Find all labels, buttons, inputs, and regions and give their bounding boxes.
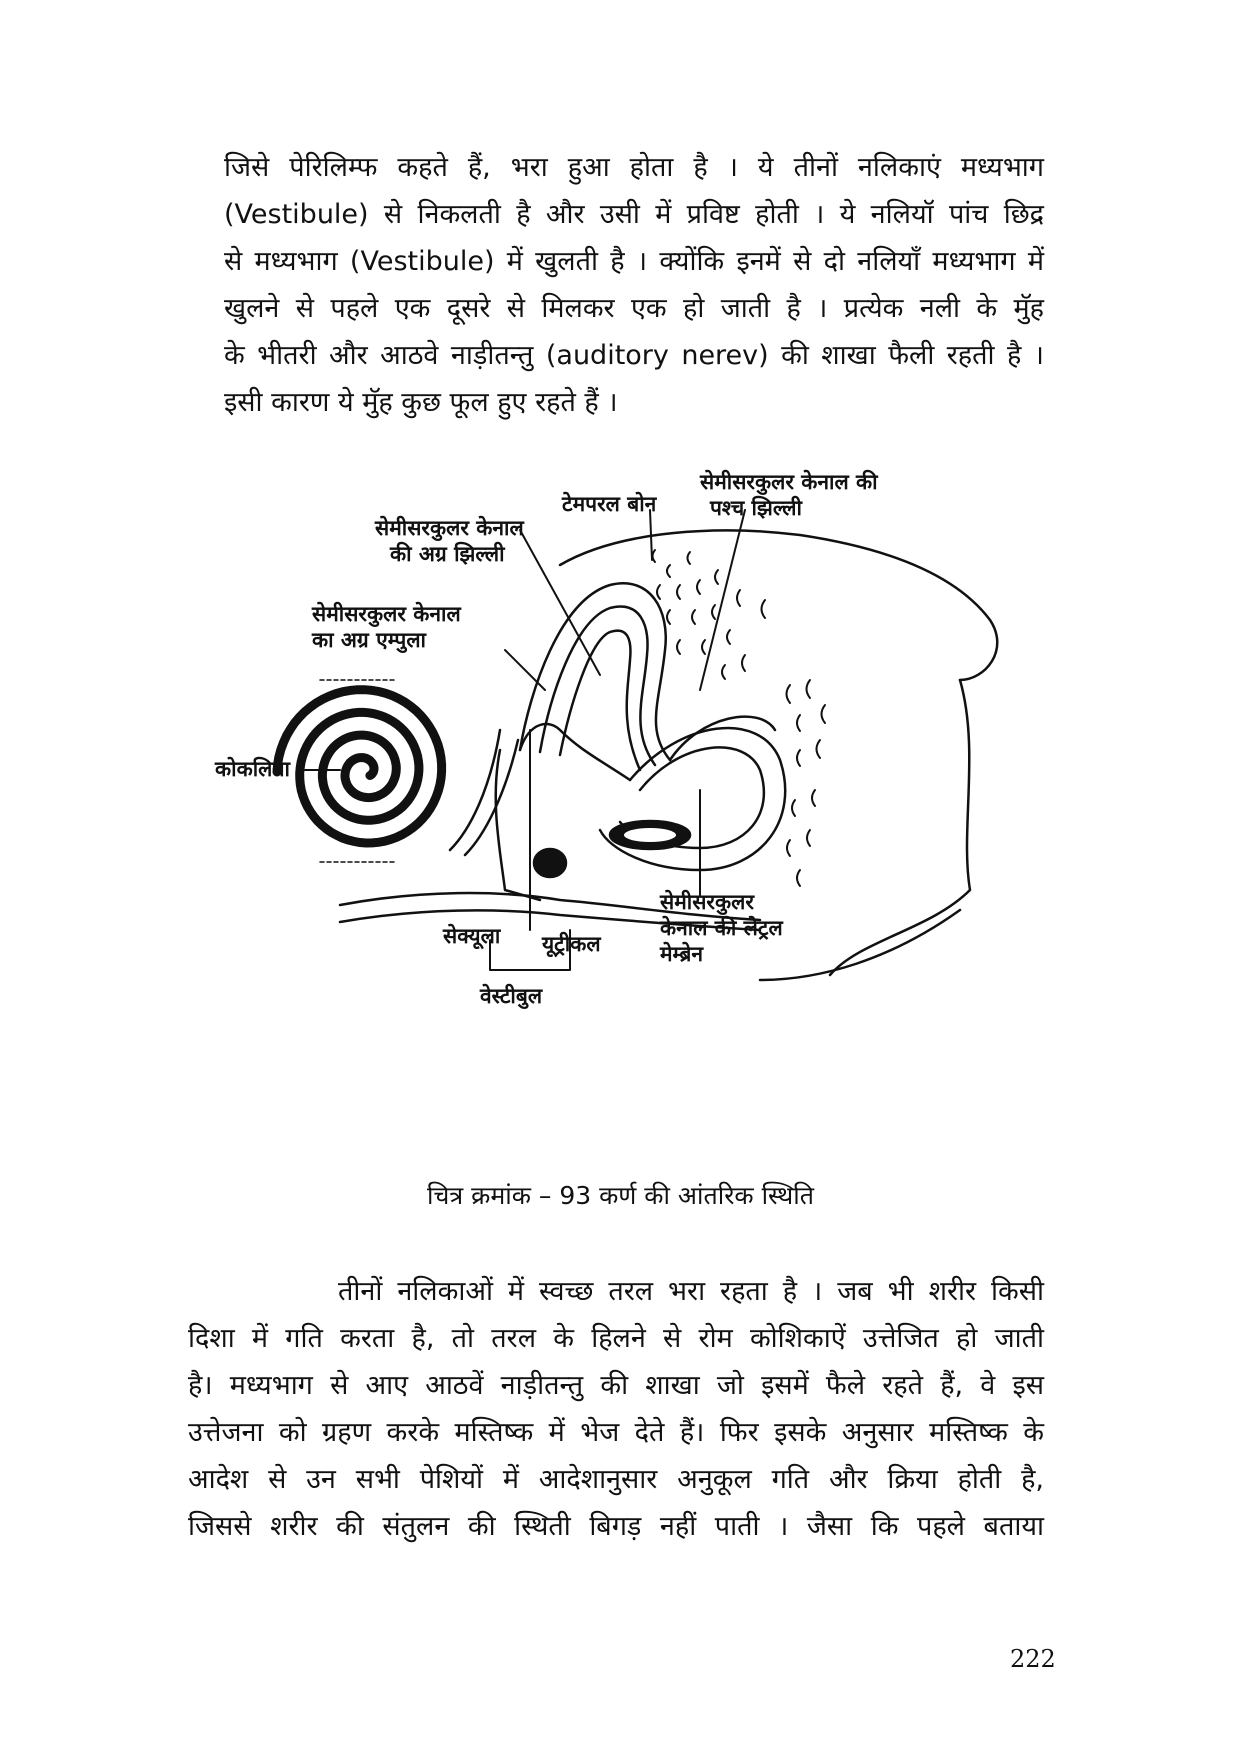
cochlea-spiral — [277, 690, 442, 843]
inner-ear-diagram — [200, 470, 1080, 1170]
paragraph-line: से मध्यभाग (Vestibule) में खुलती है । क्योंकि इनमें से दो नलियॉं मध्यभाग में — [224, 246, 1044, 277]
saccule-sac — [534, 849, 566, 877]
label-anterior-membrane-2: की अग्र झिल्ली — [390, 542, 505, 566]
paragraph-line: दिशा में गति करता है, तो तरल के हिलने से रोम कोशिकाऐं उत्तेजित हो जाती — [188, 1323, 1044, 1354]
label-posterior-membrane: सेमीसरकुलर केनाल की — [700, 470, 878, 494]
paragraph-line: के भीतरी और आठवे नाड़ीतन्तु (auditory nerev) की शाखा फैली रहती है । — [224, 340, 1044, 371]
paragraph-line: है। मध्यभाग से आए आठवें नाड़ीतन्तु की शाखा जो इसमें फैले रहते हैं, वे इस — [188, 1370, 1044, 1401]
figure-caption: चित्र क्रमांक – 93 कर्ण की आंतरिक स्थिति — [427, 1181, 814, 1210]
paragraph-line: खुलने से पहले एक दूसरे से मिलकर एक हो जाती है । प्रत्येक नली के मुॅह — [224, 293, 1044, 324]
label-lateral-membrane-2: केनाल की लेट्रल — [660, 916, 783, 940]
label-anterior-membrane: सेमीसरकुलर केनाल — [375, 516, 524, 540]
vestibule-body — [496, 750, 540, 900]
paragraph-line: जिसे पेरिलिम्फ कहते हैं, भरा हुआ होता है । ये तीनों नलिकाएं मध्यभाग — [224, 152, 1044, 183]
paragraph-line: इसी कारण ये मुॅह कुछ फूल हुए रहते हैं । — [224, 387, 618, 418]
paragraph-top — [224, 144, 1044, 426]
label-posterior-membrane-2: पश्च झिल्ली — [710, 496, 802, 520]
page-number: 222 — [1010, 1645, 1056, 1673]
label-temporal-bone: टेमपरल बोन — [562, 492, 657, 516]
label-lateral-membrane-3: मेम्ब्रेन — [660, 942, 704, 966]
paragraph-line: उत्तेजना को ग्रहण करके मस्तिष्क में भेज देते हैं। फिर इसके अनुसार मस्तिष्क के — [188, 1417, 1044, 1448]
paragraph-line: तीनों नलिकाओं में स्वच्छ तरल भरा रहता है । जब भी शरीर किसी — [338, 1276, 1044, 1307]
label-vestibule: वेस्टीबुल — [480, 984, 543, 1008]
label-lateral-membrane: सेमीसरकुलर — [660, 890, 754, 914]
label-anterior-ampulla-2: का अग्र एम्पुला — [312, 628, 426, 652]
label-utricle: यूट्रीकल — [542, 932, 601, 956]
label-anterior-ampulla: सेमीसरकुलर केनाल — [312, 602, 461, 626]
temporal-bone-outline — [560, 530, 997, 680]
paragraph-line: जिससे शरीर की संतुलन की स्थिती बिगड़ नहीं पाती । जैसा कि पहले बताया — [188, 1511, 1044, 1542]
paragraph-bottom — [188, 1268, 1044, 1550]
paragraph-line: (Vestibule) से निकलती है और उसी में प्रविष्ट होती । ये नलियॉ पांच छिद्र — [224, 199, 1044, 230]
label-cochlea: कोकलिया — [215, 757, 290, 781]
paragraph-line: आदेश से उन सभी पेशियों में आदेशानुसार अनुकूल गति और क्रिया होती है, — [188, 1464, 1044, 1495]
label-saccule: सेक्यूला — [443, 924, 501, 948]
